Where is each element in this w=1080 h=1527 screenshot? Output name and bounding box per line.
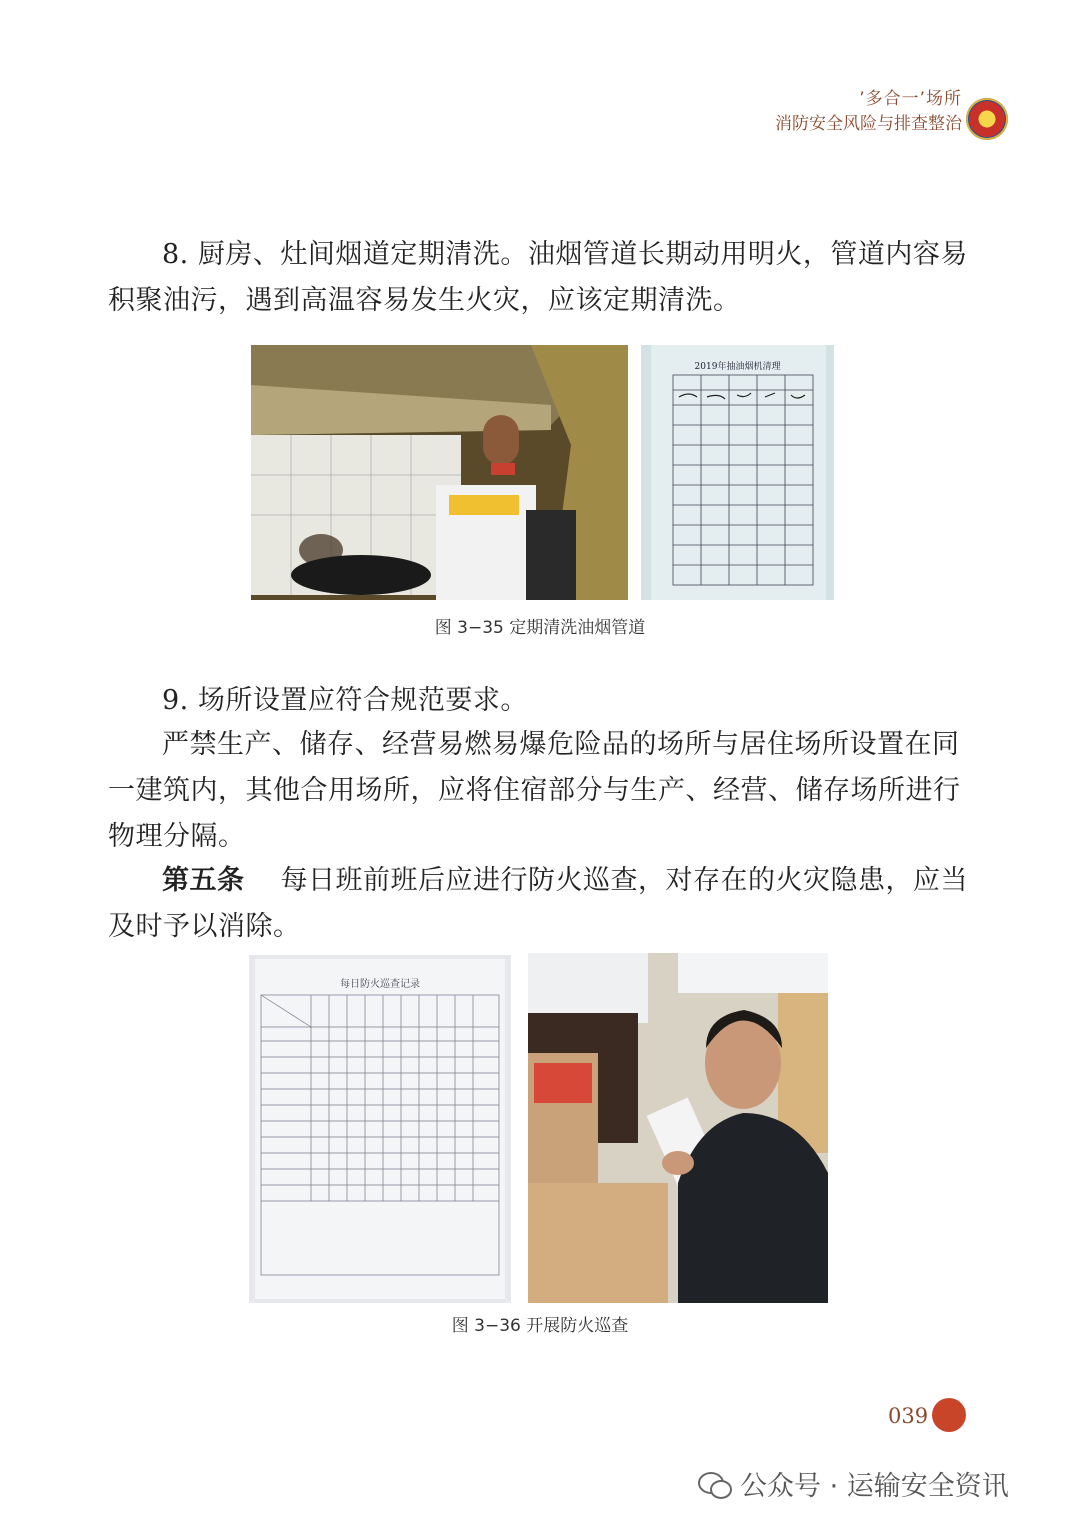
header-title-line1: ’多合一’场所 (859, 89, 962, 109)
inspection-form-title: 每日防火巡查记录 (340, 979, 420, 990)
fire-rescue-emblem-icon (966, 98, 1008, 140)
article-5 (108, 858, 974, 950)
figure-3-35-caption: 图 3−35 定期清洗油烟管道 (434, 618, 646, 638)
paragraph-9-heading: 9. 场所设置应符合规范要求。 (162, 685, 528, 716)
wechat-account-watermark (698, 1464, 1009, 1503)
article-5-body: 每日班前班后应进行防火巡查，对存在的火灾隐患，应当及时予以消除。 (108, 865, 968, 942)
kitchen-hood-photo (251, 345, 628, 600)
paragraph-9-body: 严禁生产、储存、经营易燃易爆危险品的场所与居住场所设置在同一建筑内，其他合用场所，应将住宿部分与生产、经营、储存场所进行物理分隔。 (108, 729, 961, 852)
page-number: 039 (888, 1404, 929, 1428)
watermark-label: 公众号 · 运输安全资讯 (740, 1471, 1009, 1502)
article-5-term: 第五条 (162, 865, 245, 896)
fire-inspector-photo (528, 953, 828, 1303)
header-title-line2: 消防安全风险与排查整治 (775, 114, 962, 134)
paragraph-8: 8. 厨房、灶间烟道定期清洗。油烟管道长期动用明火，管道内容易积聚油污，遇到高温容易发生火灾，应该定期清洗。 (108, 239, 968, 316)
hood-cleaning-log-photo (641, 345, 834, 600)
figure-3-36-caption: 图 3−36 开展防火巡查 (451, 1316, 629, 1336)
wechat-icon (698, 1470, 732, 1498)
log-title: 2019年抽油烟机清理 (694, 362, 781, 372)
running-header (775, 86, 962, 136)
daily-inspection-form-photo (249, 955, 511, 1303)
page-number-dot (932, 1398, 966, 1432)
